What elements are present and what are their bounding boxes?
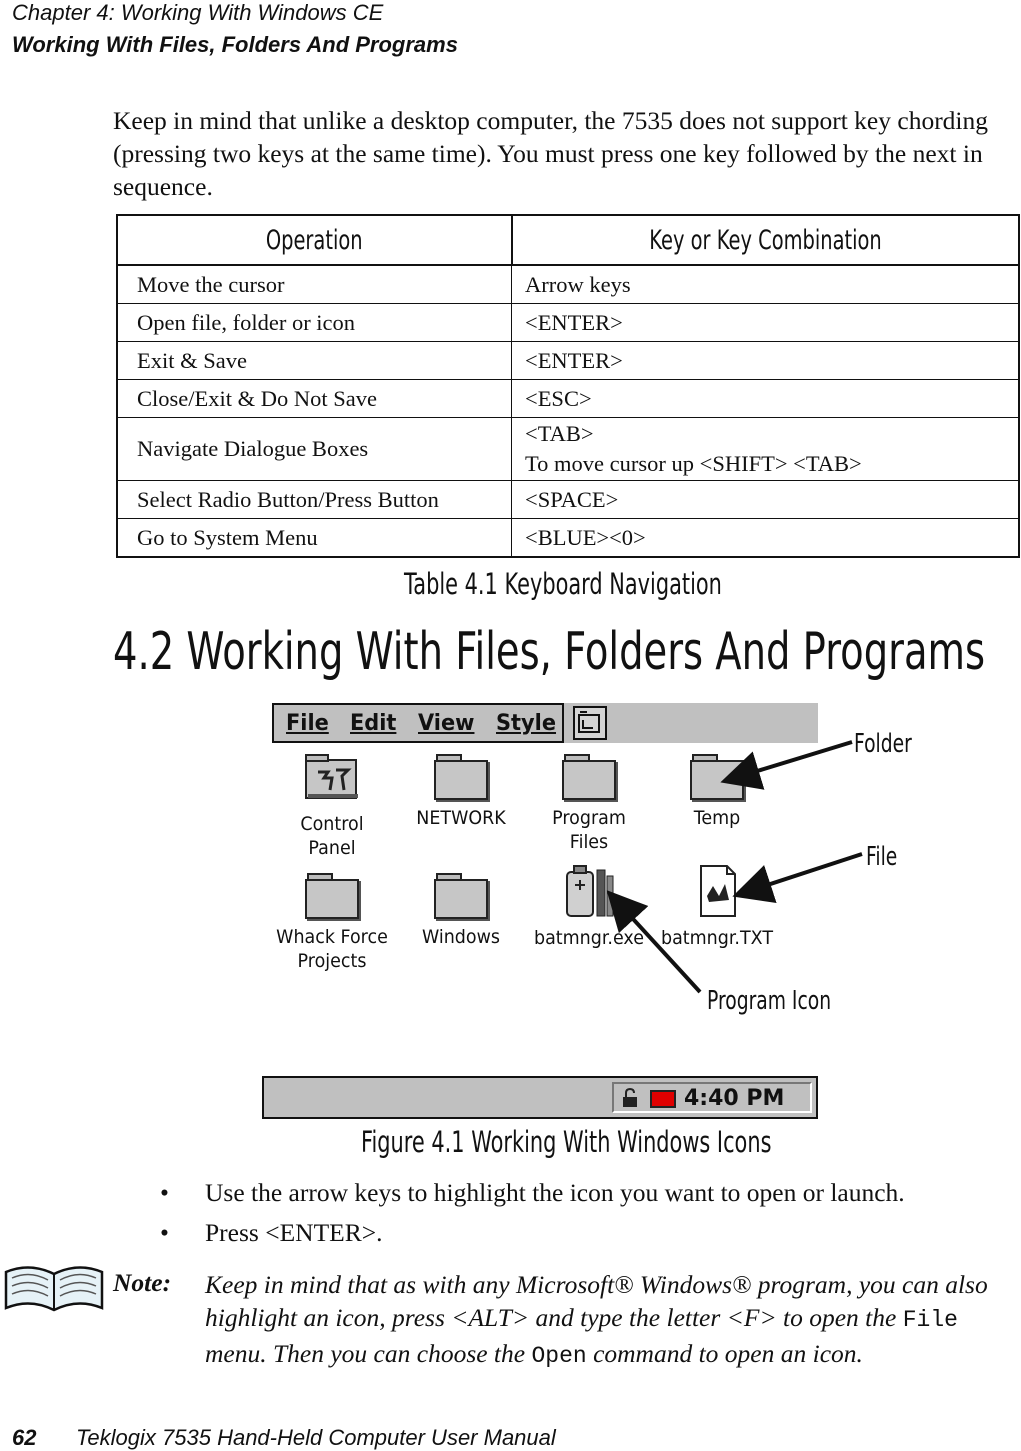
table-row: [117, 380, 1019, 418]
menu-box: [272, 703, 564, 743]
cell-key: <BLUE><0>: [512, 519, 1020, 558]
section-header: Working With Files, Folders And Programs: [12, 32, 458, 57]
cell-key: <ENTER>: [512, 304, 1020, 342]
menu-style[interactable]: Style: [496, 711, 557, 736]
table-header-row: [117, 215, 1019, 265]
intro-paragraph: Keep in mind that unlike a desktop computer, the 7535 does not support key chording (pressing two keys at the same time). You must press one key followed by the next in sequence.: [113, 106, 989, 201]
icon-network[interactable]: NETWORK: [397, 754, 525, 830]
file-arrow: [740, 854, 862, 894]
icon-batmngr-txt[interactable]: batmngr.TXT: [653, 862, 781, 950]
table-row: [117, 265, 1019, 304]
chapter-header: Chapter 4: Working With Windows CE: [12, 0, 384, 25]
cell-operation: Go to System Menu: [117, 519, 512, 558]
menu-edit[interactable]: Edit: [350, 711, 397, 736]
cell-operation: Move the cursor: [117, 265, 512, 304]
callout-program-icon: Program Icon: [707, 986, 832, 1016]
open-book-icon: [2, 1262, 106, 1316]
program-icon-arrow: [612, 896, 700, 992]
note-text: Keep in mind that as with any Microsoft® Windows® program, you can also highlight an icon, press <ALT> and type the letter <F> to open the File menu. Then you can choose the Open command to open an icon.: [205, 1270, 988, 1369]
table-caption: Table 4.1 Keyboard Navigation: [404, 567, 722, 601]
cell-operation: Select Radio Button/Press Button: [117, 481, 512, 519]
footer-title: Teklogix 7535 Hand-Held Computer User Manual: [76, 1425, 556, 1450]
icon-windows[interactable]: Windows: [397, 873, 525, 949]
cell-operation: Navigate Dialogue Boxes: [117, 418, 512, 481]
column-header-operation: Operation: [117, 215, 512, 265]
cell-operation: Close/Exit & Do Not Save: [117, 380, 512, 418]
icon-program-files[interactable]: Program Files: [525, 754, 653, 854]
taskbar: [262, 1076, 818, 1119]
cell-operation: Exit & Save: [117, 342, 512, 380]
table-row: [117, 304, 1019, 342]
callout-file: File: [866, 842, 898, 872]
folder-icon: [434, 873, 488, 917]
icon-batmngr-exe[interactable]: batmngr.exe: [525, 862, 653, 950]
table-row: [117, 519, 1019, 558]
cell-key-line1: <TAB>: [525, 421, 594, 446]
menu-file[interactable]: File: [286, 711, 329, 736]
section-title: 4.2 Working With Files, Folders And Programs: [113, 622, 986, 682]
code-file: File: [902, 1307, 958, 1333]
menu-view[interactable]: View: [418, 711, 475, 736]
battery-icon[interactable]: [650, 1090, 676, 1108]
table-row: [117, 418, 1019, 481]
folder-arrow: [728, 742, 852, 780]
page-number: 62: [12, 1425, 37, 1450]
table-row: [117, 481, 1019, 519]
table-row: [117, 342, 1019, 380]
icon-temp[interactable]: Temp: [653, 754, 781, 830]
unlock-icon[interactable]: [622, 1088, 638, 1108]
system-tray: [612, 1082, 812, 1113]
cell-key: <ENTER>: [512, 342, 1020, 380]
icon-control-panel[interactable]: Control Panel: [268, 754, 396, 860]
cell-key: Arrow keys: [512, 265, 1020, 304]
callout-folder: Folder: [854, 729, 912, 759]
keyboard-navigation-table: [116, 214, 1020, 558]
cell-key: [512, 418, 1020, 481]
icon-whack-force-projects[interactable]: Whack Force Projects: [268, 873, 396, 973]
clock[interactable]: 4:40 PM: [684, 1086, 785, 1111]
column-header-key: Key or Key Combination: [512, 215, 1020, 265]
folder-icon: [434, 754, 488, 798]
cell-key-line2: To move cursor up <SHIFT> <TAB>: [525, 451, 862, 476]
control-panel-icon: [304, 754, 360, 804]
cell-key: <SPACE>: [512, 481, 1020, 519]
figure-caption: Figure 4.1 Working With Windows Icons: [361, 1125, 772, 1159]
note-label: Note:: [113, 1268, 172, 1297]
cell-key: <ESC>: [512, 380, 1020, 418]
cell-operation: Open file, folder or icon: [117, 304, 512, 342]
folder-icon: [305, 873, 359, 917]
code-open: Open: [531, 1343, 587, 1369]
